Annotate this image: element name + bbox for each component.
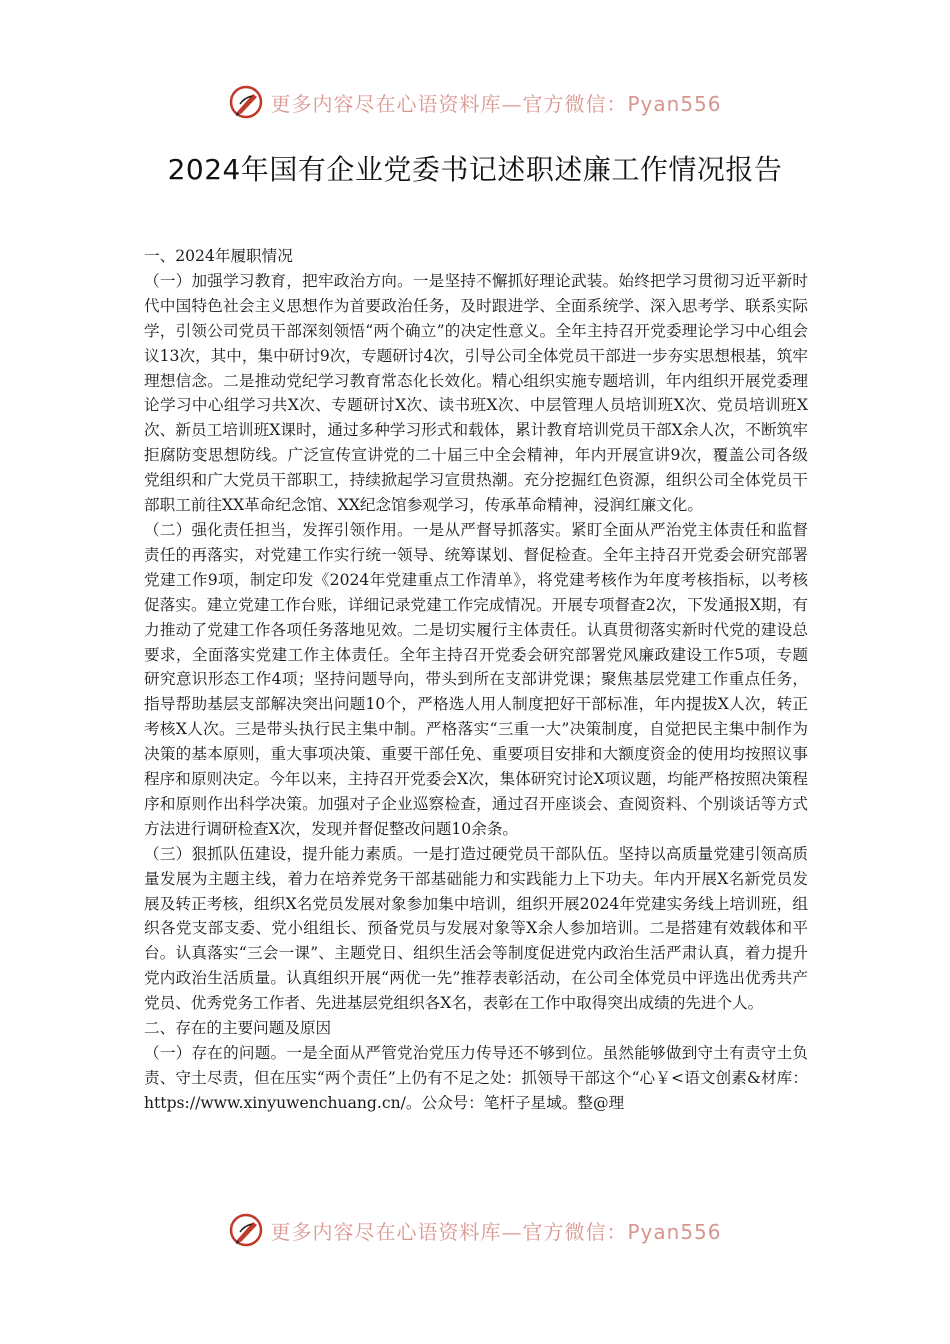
- watermark-label: 更多内容尽在心语资料库—官方微信：: [270, 91, 628, 116]
- watermark-wechat-id: Pyan556: [627, 91, 722, 116]
- body-paragraph: （一）存在的问题。一是全面从严管党治党压力传导还不够到位。虽然能够做到守土有责守土负责、守土尽责，但在压实“两个责任”上仍有不足之处：抓领导干部这个“心￥<语文创素&材库：https://www.xinyuwenchuang.cn/。公众号：笔杆子星域。整@理: [144, 1044, 808, 1112]
- pen-logo-icon: [228, 1212, 264, 1248]
- watermark-footer: [0, 1208, 950, 1252]
- pen-logo-icon: [228, 84, 264, 120]
- body-paragraph: （二）强化责任担当，发挥引领作用。一是从严督导抓落实。紧盯全面从严治党主体责任和监督责任的再落实，对党建工作实行统一领导、统筹谋划、督促检查。全年主持召开党委会研究部署党建工作9项，制定印发《2024年党建重点工作清单》，将党建考核作为年度考核指标，以考核促落实。建立党建工作台账，详细记录党建工作完成情况。开展专项督查2次，下发通报X期，有力推动了党建工作各项任务落地见效。二是切实履行主体责任。认真贯彻落实新时代党的建设总要求，全面落实党建工作主体责任。全年主持召开党委会研究部署党风廉政建设工作5项，专题研究意识形态工作4项；坚持问题导向，带头到所在支部讲党课；聚焦基层党建工作重点任务，指导帮助基层支部解决突出问题10个，严格选人用人制度把好干部标准，年内提拔X人次，转正考核X人次。三是带头执行民主集中制。严格落实“三重一大”决策制度，自觉把民主集中制作为决策的基本原则，重大事项决策、重要干部任免、重要项目安排和大额度资金的使用均按照议事程序和原则决定。今年以来，主持召开党委会X次，集体研究讨论X项议题，均能严格按照决策程序和原则作出科学决策。加强对子企业巡察检查，通过召开座谈会、查阅资料、个别谈话等方式方法进行调研检查X次，发现并督促整改问题10余条。: [144, 520, 808, 838]
- body-paragraph: （三）狠抓队伍建设，提升能力素质。一是打造过硬党员干部队伍。坚持以高质量党建引领高质量发展为主题主线，着力在培养党务干部基础能力和实践能力上下功夫。年内开展X名新党员发展及转正考核，组织X名党员发展对象参加集中培训，组织开展2024年党建实务线上培训班，组织各党支部支委、党小组组长、预备党员与发展对象等X余人参加培训。二是搭建有效载体和平台。认真落实“三会一课”、主题党日、组织生活会等制度促进党内政治生活严肃认真，着力提升党内政治生活质量。认真组织开展“两优一先”推荐表彰活动，在公司全体党员中评选出优秀共产党员、优秀党务工作者、先进基层党组织各X名，表彰在工作中取得突出成绩的先进个人。: [144, 844, 808, 1013]
- watermark-text: [270, 88, 721, 117]
- section-heading: 一、2024年履职情况: [144, 247, 293, 265]
- document-body: [144, 244, 808, 1194]
- watermark-text: [270, 1216, 721, 1245]
- watermark-label: 更多内容尽在心语资料库—官方微信：: [270, 1219, 628, 1244]
- document-title: 2024年国有企业党委书记述职述廉工作情况报告: [167, 153, 783, 186]
- watermark-wechat-id: Pyan556: [627, 1219, 722, 1244]
- watermark-header: [0, 80, 950, 124]
- section-heading: 二、存在的主要问题及原因: [144, 1019, 332, 1038]
- body-paragraph: （一）加强学习教育，把牢政治方向。一是坚持不懈抓好理论武装。始终把学习贯彻习近平新时代中国特色社会主义思想作为首要政治任务，及时跟进学、全面系统学、深入思考学、联系实际学，引领公司党员干部深刻领悟“两个确立”的决定性意义。全年主持召开党委理论学习中心组会议13次，其中，集中研讨9次，专题研讨4次，引导公司全体党员干部进一步夯实思想根基，筑牢理想信念。二是推动党纪学习教育常态化长效化。精心组织实施专题培训，年内组织开展党委理论学习中心组学习共X次、专题研讨X次、读书班X次、中层管理人员培训班X次、党员培训班X次、新员工培训班X课时，通过多种学习形式和载体，累计教育培训党员干部X余人次，不断筑牢拒腐防变思想防线。广泛宣传宣讲党的二十届三中全会精神，年内开展宣讲9次，覆盖公司各级党组织和广大党员干部职工，持续掀起学习宣贯热潮。充分挖掘红色资源，组织公司全体党员干部职工前往XX革命纪念馆、XX纪念馆参观学习，传承革命精神，浸润红廉文化。: [144, 271, 808, 515]
